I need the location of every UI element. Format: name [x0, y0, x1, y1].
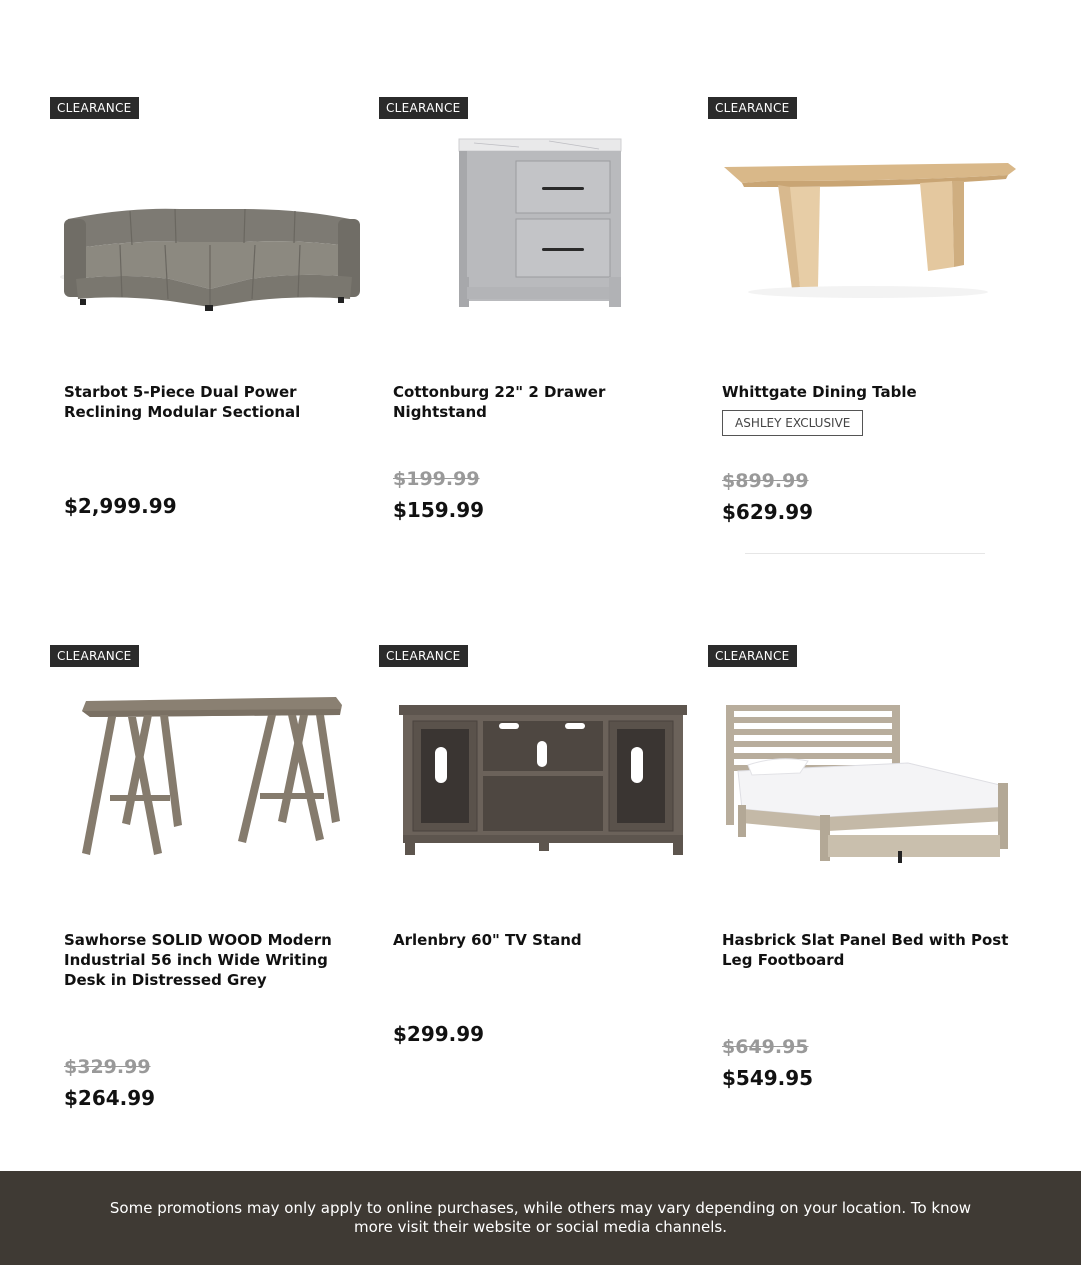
dining-table-icon [708, 127, 1028, 377]
product-image[interactable] [379, 127, 699, 377]
product-card[interactable] [379, 97, 699, 617]
product-card[interactable] [50, 97, 370, 617]
product-card[interactable] [708, 645, 1028, 1165]
clearance-badge: CLEARANCE [379, 645, 468, 667]
product-name[interactable]: Starbot 5-Piece Dual Power Reclining Modular Sectional [64, 383, 301, 421]
clearance-badge: CLEARANCE [379, 97, 468, 119]
product-name[interactable]: Whittgate Dining Table [722, 383, 917, 401]
sectional-sofa-icon [50, 127, 370, 377]
product-name[interactable]: Sawhorse SOLID WOOD Modern Industrial 56 inch Wide Writing Desk in Distressed Grey [64, 931, 332, 989]
sale-price: $264.99 [64, 1086, 156, 1110]
product-image[interactable] [50, 127, 370, 377]
disclaimer-text: Some promotions may only apply to online purchases, while others may vary depending on your location. To know more visit their website or social media channels. [109, 1199, 972, 1236]
product-card[interactable] [708, 97, 1028, 617]
product-image[interactable] [379, 675, 699, 925]
product-image[interactable] [708, 127, 1028, 377]
sale-price: $299.99 [393, 1022, 485, 1046]
product-card[interactable] [50, 645, 370, 1165]
sale-price: $2,999.99 [64, 494, 177, 518]
product-image[interactable] [50, 675, 370, 925]
product-name[interactable]: Arlenbry 60" TV Stand [393, 931, 582, 949]
original-price: $649.95 [722, 1036, 809, 1058]
exclusive-tag: ASHLEY EXCLUSIVE [722, 410, 863, 436]
product-image[interactable] [708, 675, 1028, 925]
promo-disclaimer-footer [0, 1171, 1081, 1265]
clearance-badge: CLEARANCE [708, 645, 797, 667]
tv-stand-icon [379, 675, 699, 925]
original-price: $329.99 [64, 1056, 151, 1078]
sale-price: $629.99 [722, 500, 814, 524]
writing-desk-icon [50, 675, 370, 925]
nightstand-icon [379, 127, 699, 377]
clearance-badge: CLEARANCE [50, 645, 139, 667]
clearance-badge: CLEARANCE [50, 97, 139, 119]
original-price: $199.99 [393, 468, 480, 490]
bed-icon [708, 675, 1028, 925]
sale-price: $549.95 [722, 1066, 814, 1090]
divider [745, 553, 985, 554]
original-price: $899.99 [722, 470, 809, 492]
clearance-badge: CLEARANCE [708, 97, 797, 119]
product-name[interactable]: Cottonburg 22" 2 Drawer Nightstand [393, 383, 606, 421]
product-card[interactable] [379, 645, 699, 1165]
sale-price: $159.99 [393, 498, 485, 522]
product-name[interactable]: Hasbrick Slat Panel Bed with Post Leg Footboard [722, 931, 1009, 969]
